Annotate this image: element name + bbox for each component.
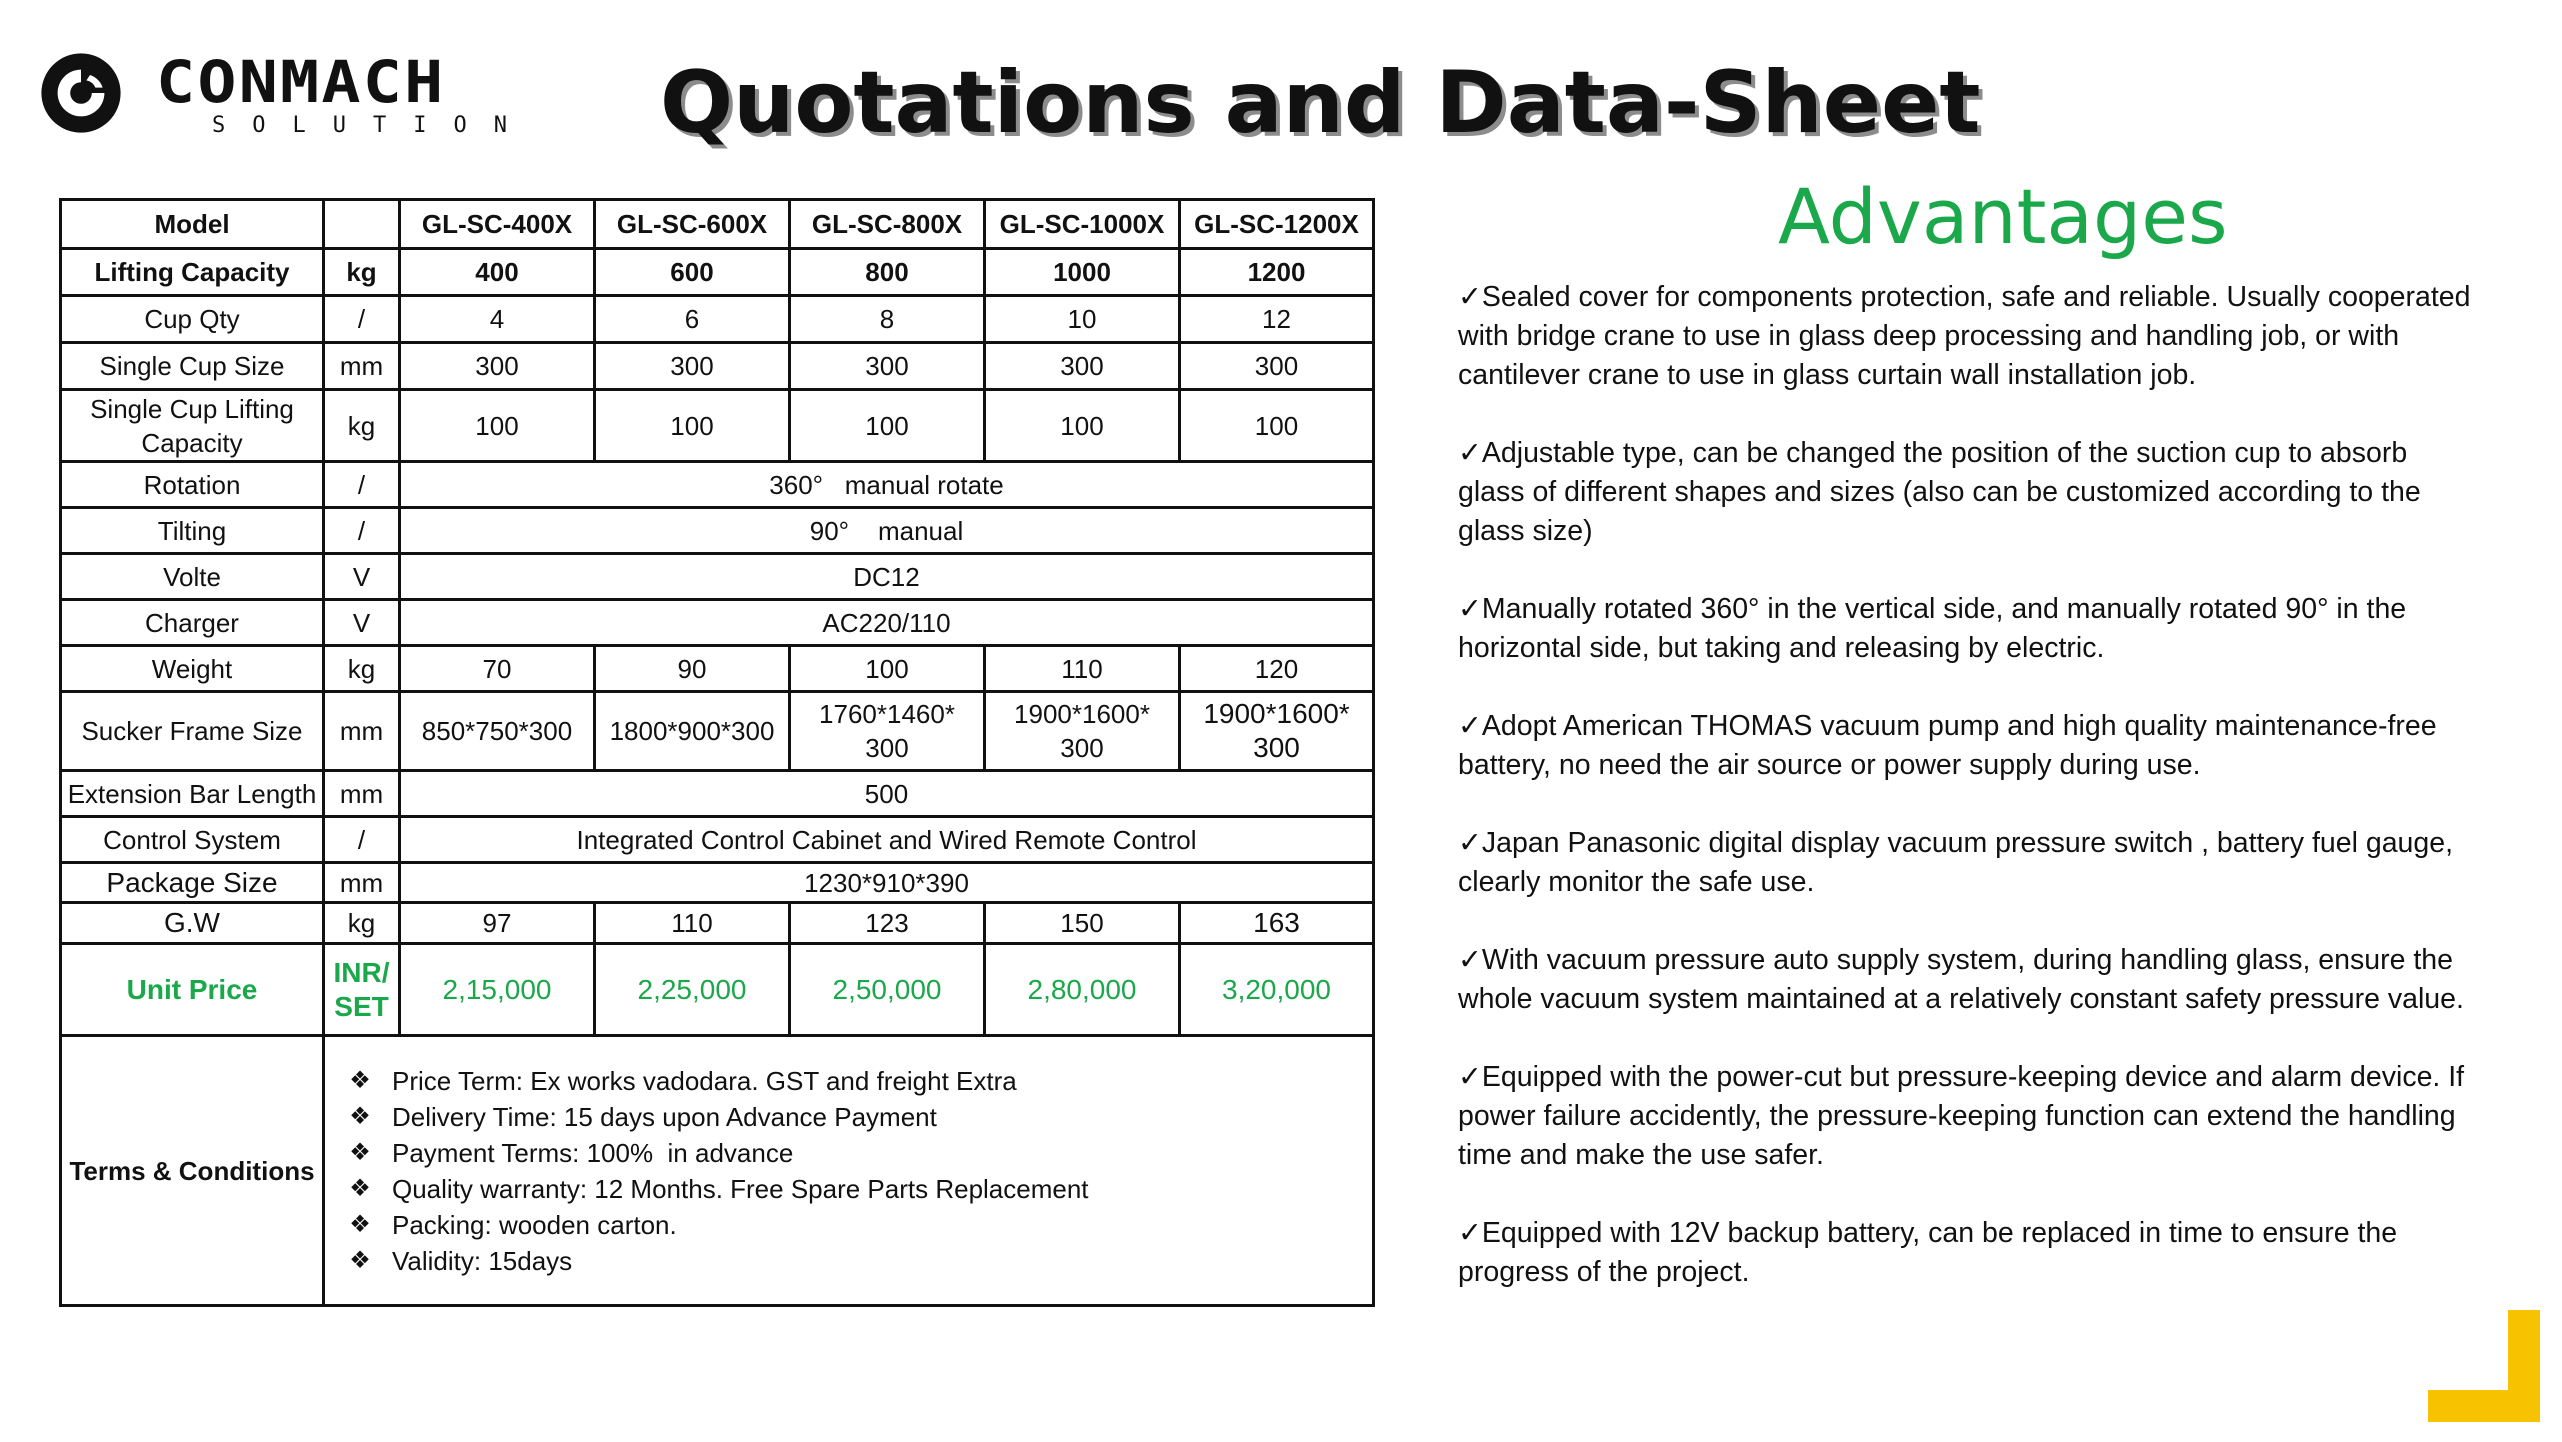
row-label: Weight bbox=[61, 646, 324, 692]
cell-line: 1900*1600* bbox=[1014, 699, 1150, 729]
cell-value: 800 bbox=[790, 249, 985, 296]
row-unit bbox=[324, 944, 400, 1036]
row-unit: / bbox=[324, 817, 400, 863]
row-label: Rotation bbox=[61, 462, 324, 508]
cell-value: 90° manual bbox=[400, 508, 1374, 554]
term-text: Price Term: Ex works vadodara. GST and freight Extra bbox=[392, 1065, 1017, 1096]
row-unit: mm bbox=[324, 343, 400, 390]
row-label: Package Size bbox=[61, 863, 324, 903]
table-row bbox=[61, 296, 1374, 343]
unit-line: INR/ bbox=[333, 956, 390, 988]
term-text: Payment Terms: 100% in advance bbox=[392, 1137, 794, 1168]
cell-value: 123 bbox=[790, 903, 985, 944]
cell-value: 850*750*300 bbox=[400, 692, 595, 771]
cell-value: 97 bbox=[400, 903, 595, 944]
header-label: Model bbox=[61, 200, 324, 249]
cell-value: 163 bbox=[1180, 903, 1374, 944]
cell-value: 100 bbox=[400, 390, 595, 462]
table-row bbox=[61, 692, 1374, 771]
cell-value: 100 bbox=[1180, 390, 1374, 462]
cell-line: 1760*1460* bbox=[819, 699, 955, 729]
table-row bbox=[61, 343, 1374, 390]
cell-value: 4 bbox=[400, 296, 595, 343]
cell-value: 110 bbox=[595, 903, 790, 944]
cell-line: 300 bbox=[1253, 732, 1300, 763]
row-unit: kg bbox=[324, 249, 400, 296]
diamond-bullet-icon: ❖ bbox=[349, 1174, 371, 1202]
list-item bbox=[328, 1171, 1369, 1207]
cell-line: 300 bbox=[865, 733, 909, 763]
table-row bbox=[61, 508, 1374, 554]
cell-value: Integrated Control Cabinet and Wired Remote Control bbox=[400, 817, 1374, 863]
advantages-list bbox=[1458, 278, 2478, 1331]
list-item: ✓Equipped with 12V backup battery, can be replaced in time to ensure the progress of the project. bbox=[1458, 1217, 2398, 1288]
row-label: Single Cup Size bbox=[61, 343, 324, 390]
cell-value: 1230*910*390 bbox=[400, 863, 1374, 903]
list-item bbox=[328, 1207, 1369, 1243]
cell-value: 300 bbox=[1180, 343, 1374, 390]
table-row bbox=[61, 646, 1374, 692]
diamond-bullet-icon: ❖ bbox=[349, 1246, 371, 1274]
list-item: ✓Manually rotated 360° in the vertical side, and manually rotated 90° in the horizontal side, but taking and releasing by electric. bbox=[1458, 593, 2407, 664]
row-unit: mm bbox=[324, 863, 400, 903]
row-label: Cup Qty bbox=[61, 296, 324, 343]
price-value: 2,25,000 bbox=[595, 944, 790, 1036]
price-value: 2,50,000 bbox=[790, 944, 985, 1036]
list-item bbox=[328, 1135, 1369, 1171]
cell-value: 100 bbox=[595, 390, 790, 462]
brand-tagline: SOLUTION bbox=[212, 113, 534, 138]
row-label-line: Single Cup Lifting bbox=[90, 393, 294, 424]
row-unit: mm bbox=[324, 771, 400, 817]
list-item: ✓Equipped with the power-cut but pressure-keeping device and alarm device. If power failure accidently, the pressure-keeping function can extend the handling time and make the use safer. bbox=[1458, 1061, 2465, 1171]
cell-value: 1200 bbox=[1180, 249, 1374, 296]
cell-value: 12 bbox=[1180, 296, 1374, 343]
table-row bbox=[61, 390, 1374, 462]
model-header: GL-SC-1000X bbox=[985, 200, 1180, 249]
row-label: G.W bbox=[61, 903, 324, 944]
term-text: Delivery Time: 15 days upon Advance Payment bbox=[392, 1101, 937, 1132]
list-item bbox=[328, 1099, 1369, 1135]
corner-bracket-icon bbox=[2428, 1310, 2540, 1422]
cell-value: 600 bbox=[595, 249, 790, 296]
price-row bbox=[61, 944, 1374, 1036]
price-value: 2,15,000 bbox=[400, 944, 595, 1036]
advantages-title: Advantages bbox=[1778, 172, 2228, 261]
model-header: GL-SC-800X bbox=[790, 200, 985, 249]
table-row bbox=[61, 249, 1374, 296]
row-unit: / bbox=[324, 296, 400, 343]
page-title: Quotations and Data-Sheet bbox=[660, 53, 1981, 153]
row-unit: mm bbox=[324, 692, 400, 771]
table-row bbox=[61, 600, 1374, 646]
table-header-row bbox=[61, 200, 1374, 249]
row-unit: kg bbox=[324, 646, 400, 692]
cell-value: 100 bbox=[985, 390, 1180, 462]
cell-value bbox=[1180, 692, 1374, 771]
diamond-bullet-icon: ❖ bbox=[349, 1138, 371, 1166]
list-item: ✓Japan Panasonic digital display vacuum pressure switch , battery fuel gauge, clearly monitor the safe use. bbox=[1458, 827, 2454, 898]
row-unit: V bbox=[324, 554, 400, 600]
model-header: GL-SC-400X bbox=[400, 200, 595, 249]
cell-value: 500 bbox=[400, 771, 1374, 817]
cell-value: 300 bbox=[595, 343, 790, 390]
cell-value: 110 bbox=[985, 646, 1180, 692]
price-value: 3,20,000 bbox=[1180, 944, 1374, 1036]
cell-value: 6 bbox=[595, 296, 790, 343]
table-row bbox=[61, 903, 1374, 944]
cell-value: 90 bbox=[595, 646, 790, 692]
cell-value bbox=[985, 692, 1180, 771]
row-label: Tilting bbox=[61, 508, 324, 554]
cell-value: 100 bbox=[790, 390, 985, 462]
terms-list bbox=[328, 1063, 1369, 1279]
table-row bbox=[61, 771, 1374, 817]
brand-logo bbox=[36, 48, 536, 138]
spec-table bbox=[59, 198, 1375, 1307]
cell-value: 100 bbox=[790, 646, 985, 692]
cell-value: AC220/110 bbox=[400, 600, 1374, 646]
terms-row bbox=[61, 1036, 1374, 1306]
cell-line: 300 bbox=[1060, 733, 1104, 763]
cell-value: 150 bbox=[985, 903, 1180, 944]
table-row bbox=[61, 863, 1374, 903]
row-label bbox=[61, 390, 324, 462]
row-unit: kg bbox=[324, 903, 400, 944]
list-item: ✓With vacuum pressure auto supply system, during handling glass, ensure the whole vacuum system maintained at a relatively constant safety pressure value. bbox=[1458, 944, 2464, 1015]
table-row bbox=[61, 554, 1374, 600]
row-label: Lifting Capacity bbox=[61, 249, 324, 296]
term-text: Quality warranty: 12 Months. Free Spare Parts Replacement bbox=[392, 1173, 1089, 1204]
row-label: Extension Bar Length bbox=[61, 771, 324, 817]
cell-value: 360° manual rotate bbox=[400, 462, 1374, 508]
list-item: ✓Adopt American THOMAS vacuum pump and high quality maintenance-free battery, no need the air source or power supply during use. bbox=[1458, 710, 2437, 781]
term-text: Packing: wooden carton. bbox=[392, 1209, 677, 1240]
conmach-swirl-icon bbox=[36, 48, 126, 138]
terms-label: Terms & Conditions bbox=[61, 1036, 324, 1306]
row-label-line: Capacity bbox=[141, 427, 243, 458]
cell-value: 8 bbox=[790, 296, 985, 343]
list-item bbox=[328, 1243, 1369, 1279]
model-header: GL-SC-600X bbox=[595, 200, 790, 249]
cell-value: DC12 bbox=[400, 554, 1374, 600]
row-unit: / bbox=[324, 508, 400, 554]
table-row bbox=[61, 817, 1374, 863]
cell-value: 10 bbox=[985, 296, 1180, 343]
row-label: Sucker Frame Size bbox=[61, 692, 324, 771]
diamond-bullet-icon: ❖ bbox=[349, 1066, 371, 1094]
cell-value: 70 bbox=[400, 646, 595, 692]
list-item bbox=[328, 1063, 1369, 1099]
row-label: Unit Price bbox=[61, 944, 324, 1036]
list-item: ✓Sealed cover for components protection, safe and reliable. Usually cooperated with bridge crane to use in glass deep processing and handling job, or with cantilever crane to use in glass curtain wall installation job. bbox=[1458, 281, 2471, 391]
row-label: Volte bbox=[61, 554, 324, 600]
cell-value: 300 bbox=[790, 343, 985, 390]
row-unit: kg bbox=[324, 390, 400, 462]
cell-value: 120 bbox=[1180, 646, 1374, 692]
diamond-bullet-icon: ❖ bbox=[349, 1210, 371, 1238]
cell-value: 1000 bbox=[985, 249, 1180, 296]
cell-value: 300 bbox=[985, 343, 1180, 390]
cell-value bbox=[790, 692, 985, 771]
row-unit: V bbox=[324, 600, 400, 646]
list-item: ✓Adjustable type, can be changed the position of the suction cup to absorb glass of different shapes and sizes (also can be customized according to the glass size) bbox=[1458, 437, 2421, 547]
row-label: Control System bbox=[61, 817, 324, 863]
cell-value: 1800*900*300 bbox=[595, 692, 790, 771]
price-value: 2,80,000 bbox=[985, 944, 1180, 1036]
diamond-bullet-icon: ❖ bbox=[349, 1102, 371, 1130]
terms-cell bbox=[324, 1036, 1374, 1306]
header-unit bbox=[324, 200, 400, 249]
model-header: GL-SC-1200X bbox=[1180, 200, 1374, 249]
unit-line: SET bbox=[334, 990, 389, 1022]
cell-value: 400 bbox=[400, 249, 595, 296]
term-text: Validity: 15days bbox=[392, 1245, 573, 1276]
row-unit: / bbox=[324, 462, 400, 508]
row-label: Charger bbox=[61, 600, 324, 646]
brand-name: CONMACH bbox=[156, 48, 446, 116]
cell-value: 300 bbox=[400, 343, 595, 390]
table-row bbox=[61, 462, 1374, 508]
cell-line: 1900*1600* bbox=[1203, 698, 1350, 729]
